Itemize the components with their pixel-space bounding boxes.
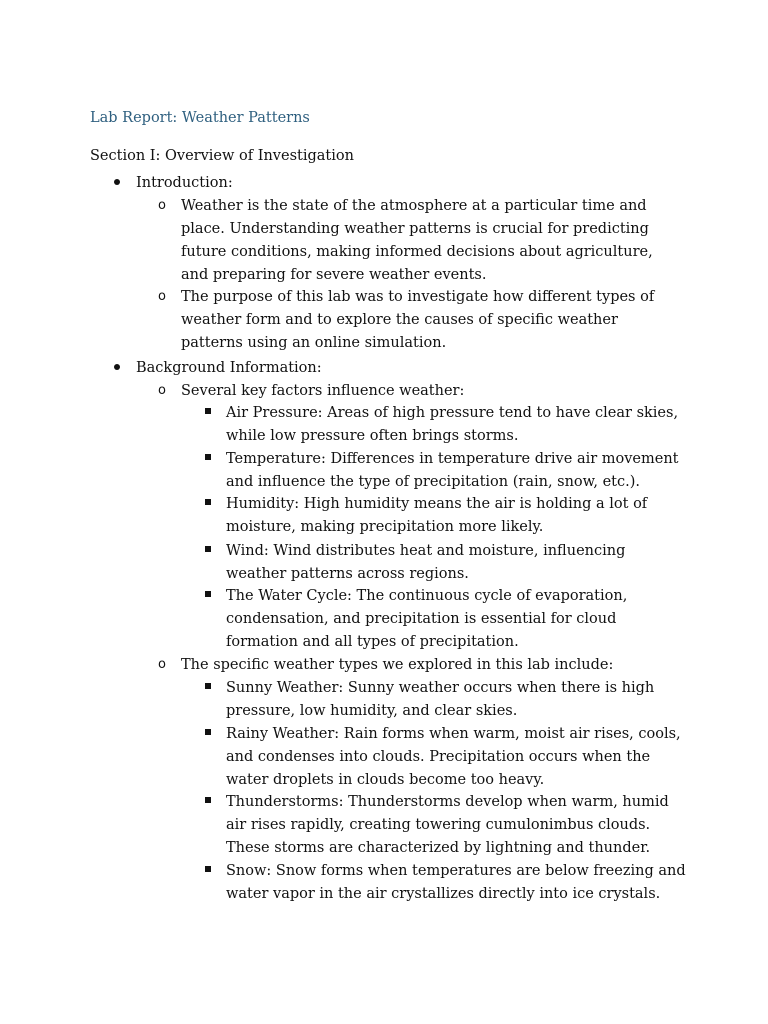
- factor-air-pressure: Air Pressure: Areas of high pressure tend to have clear skies, while low pressure often brings storms.: [226, 405, 679, 444]
- square-bullet-icon: [205, 797, 211, 803]
- factor-humidity: Humidity: High humidity means the air is holding a lot of moisture, making precipitation more likely.: [226, 496, 648, 535]
- type-rainy: Rainy Weather: Rain forms when warm, moist air rises, cools, and condenses into clouds. Precipitation occurs when the water droplets in clouds become too heavy.: [226, 726, 681, 788]
- square-bullet-icon: [205, 591, 211, 597]
- factors-intro: Several key factors influence weather:: [181, 383, 465, 399]
- square-bullet-icon: [205, 729, 211, 735]
- factor-wind: Wind: Wind distributes heat and moisture, influencing weather patterns across regions.: [226, 543, 626, 582]
- introduction-item-2: The purpose of this lab was to investigate how different types of weather form and to explore the causes of specific weather patterns using an online simulation.: [181, 289, 655, 351]
- square-bullet-icon: [205, 499, 211, 505]
- type-thunderstorms: Thunderstorms: Thunderstorms develop when warm, humid air rises rapidly, creating towering cumulonimbus clouds. These storms are characterized by lightning and thunder.: [226, 794, 669, 856]
- square-bullet-icon: [205, 866, 211, 872]
- type-snow: Snow: Snow forms when temperatures are below freezing and water vapor in the air crystallizes directly into ice crystals.: [226, 863, 686, 902]
- factor-temperature: Temperature: Differences in temperature drive air movement and influence the type of precipitation (rain, snow, etc.).: [226, 451, 679, 490]
- square-bullet-icon: [205, 546, 211, 552]
- section-heading: Section I: Overview of Investigation: [90, 148, 354, 164]
- bullet-dot-icon: [114, 179, 120, 185]
- factor-water-cycle: The Water Cycle: The continuous cycle of evaporation, condensation, and precipitation is essential for cloud formation and all types of precipitation.: [226, 588, 628, 650]
- circle-bullet-icon: o: [158, 198, 166, 213]
- background-heading: Background Information:: [136, 360, 322, 376]
- square-bullet-icon: [205, 408, 211, 414]
- circle-bullet-icon: o: [158, 657, 166, 672]
- circle-bullet-icon: o: [158, 289, 166, 304]
- introduction-item-1: Weather is the state of the atmosphere at a particular time and place. Understanding weather patterns is crucial for predicting future conditions, making informed decisions about agriculture, and preparing for severe weather events.: [181, 198, 653, 283]
- type-sunny: Sunny Weather: Sunny weather occurs when there is high pressure, low humidity, and clear skies.: [226, 680, 655, 719]
- bullet-dot-icon: [114, 364, 120, 370]
- introduction-heading: Introduction:: [136, 175, 233, 191]
- square-bullet-icon: [205, 454, 211, 460]
- types-intro: The specific weather types we explored in this lab include:: [181, 657, 614, 673]
- document-title: Lab Report: Weather Patterns: [90, 110, 310, 126]
- square-bullet-icon: [205, 683, 211, 689]
- circle-bullet-icon: o: [158, 383, 166, 398]
